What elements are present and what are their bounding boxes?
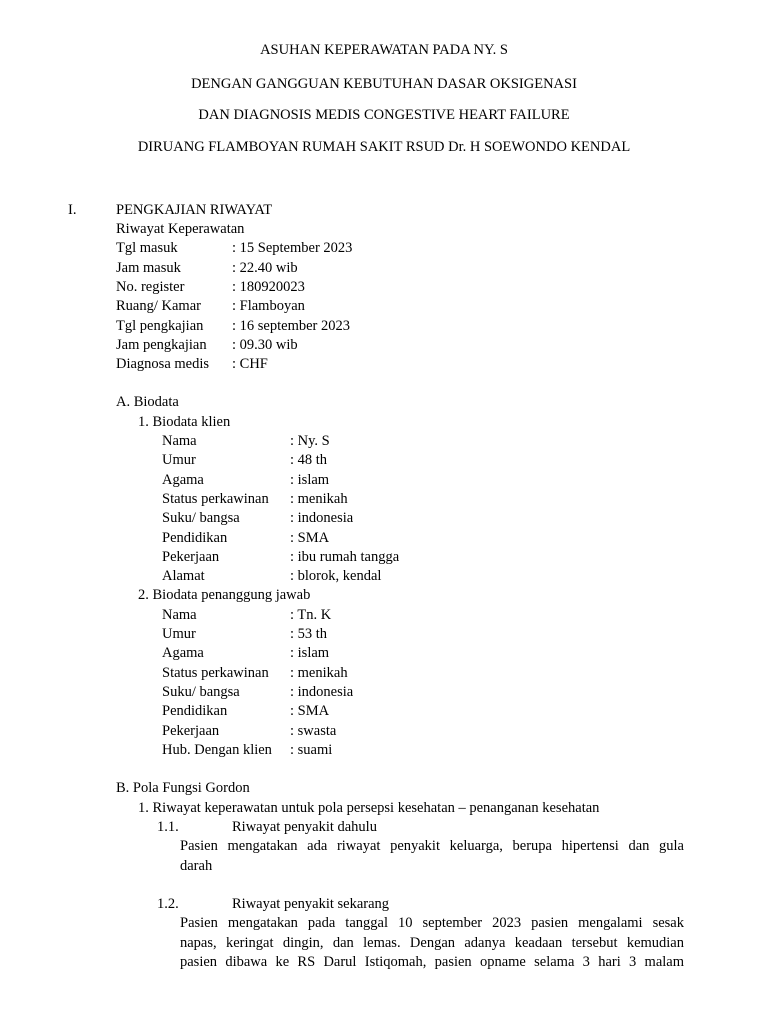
field-label: Pendidikan <box>162 703 228 719</box>
field-label: Jam pengkajian <box>116 337 207 353</box>
paragraph-line: darah <box>180 858 213 874</box>
field-value: : 22.40 wib <box>232 260 298 276</box>
field-value: : indonesia <box>290 684 354 700</box>
field-label: Nama <box>162 433 197 449</box>
section-title: PENGKAJIAN RIWAYAT <box>116 202 273 218</box>
field-label: Tgl pengkajian <box>116 318 204 334</box>
field-label: Status perkawinan <box>162 665 269 681</box>
biodata-heading: A. Biodata <box>116 394 179 410</box>
field-label: Agama <box>162 645 204 661</box>
field-value: : SMA <box>290 703 330 719</box>
field-value: : islam <box>290 645 330 661</box>
field-value: : menikah <box>290 491 348 507</box>
doc-title-line-1: ASUHAN KEPERAWATAN PADA NY. S <box>260 42 508 58</box>
field-label: Umur <box>162 626 196 642</box>
field-label: Pekerjaan <box>162 549 220 565</box>
field-label: Suku/ bangsa <box>162 684 240 700</box>
field-label: Ruang/ Kamar <box>116 298 201 314</box>
field-value: : CHF <box>232 356 268 372</box>
field-value: : 09.30 wib <box>232 337 298 353</box>
paragraph-line: Pasien mengatakan pada tanggal 10 september 2023 pasien mengalami sesak <box>180 915 684 931</box>
field-label: Nama <box>162 607 197 623</box>
field-label: Alamat <box>162 568 205 584</box>
field-label: Tgl masuk <box>116 240 178 256</box>
doc-title-line-4: DIRUANG FLAMBOYAN RUMAH SAKIT RSUD Dr. H SOEWONDO KENDAL <box>137 139 631 155</box>
field-value: : 180920023 <box>232 279 305 295</box>
subsection-number: 1.1. <box>157 819 179 835</box>
field-value: : 15 September 2023 <box>232 240 353 256</box>
gordon-item-1: 1. Riwayat keperawatan untuk pola persepsi kesehatan – penanganan kesehatan <box>138 800 600 816</box>
biodata-klien-heading: 1. Biodata klien <box>138 414 231 430</box>
subsection-title: Riwayat penyakit sekarang <box>232 896 390 912</box>
field-label: Jam masuk <box>116 260 181 276</box>
field-label: Pekerjaan <box>162 723 220 739</box>
doc-title-line-3: DAN DIAGNOSIS MEDIS CONGESTIVE HEART FAILURE <box>198 107 570 123</box>
field-value: : ibu rumah tangga <box>290 549 400 565</box>
field-value: : Ny. S <box>290 433 330 449</box>
field-value: : 48 th <box>290 452 328 468</box>
field-label: Hub. Dengan klien <box>162 742 272 758</box>
field-label: Pendidikan <box>162 530 228 546</box>
field-value: : blorok, kendal <box>290 568 382 584</box>
section-subtitle: Riwayat Keperawatan <box>116 221 245 237</box>
field-label: Diagnosa medis <box>116 356 210 372</box>
field-value: : Flamboyan <box>232 298 305 314</box>
paragraph-line: pasien dibawa ke RS Darul Istiqomah, pasien opname selama 3 hari 3 malam <box>180 954 684 970</box>
field-label: Suku/ bangsa <box>162 510 240 526</box>
field-value: : menikah <box>290 665 348 681</box>
biodata-penanggung-heading: 2. Biodata penanggung jawab <box>138 587 311 603</box>
field-label: Status perkawinan <box>162 491 269 507</box>
field-value: : suami <box>290 742 333 758</box>
doc-title-line-2: DENGAN GANGGUAN KEBUTUHAN DASAR OKSIGENASI <box>191 76 577 92</box>
field-value: : 16 september 2023 <box>232 318 350 334</box>
field-value: : 53 th <box>290 626 328 642</box>
field-label: No. register <box>116 279 185 295</box>
field-value: : islam <box>290 472 330 488</box>
field-label: Umur <box>162 452 196 468</box>
subsection-number: 1.2. <box>157 896 179 912</box>
paragraph-line: Pasien mengatakan ada riwayat penyakit keluarga, berupa hipertensi dan gula <box>180 838 684 854</box>
subsection-title: Riwayat penyakit dahulu <box>232 819 377 835</box>
field-value: : indonesia <box>290 510 354 526</box>
paragraph-line: napas, keringat dingin, dan lemas. Dengan adanya keadaan tersebut kemudian <box>180 935 684 951</box>
gordon-heading: B. Pola Fungsi Gordon <box>116 780 250 796</box>
section-numeral: I. <box>68 202 77 218</box>
field-value: : SMA <box>290 530 330 546</box>
field-label: Agama <box>162 472 204 488</box>
field-value: : Tn. K <box>290 607 332 623</box>
field-value: : swasta <box>290 723 337 739</box>
